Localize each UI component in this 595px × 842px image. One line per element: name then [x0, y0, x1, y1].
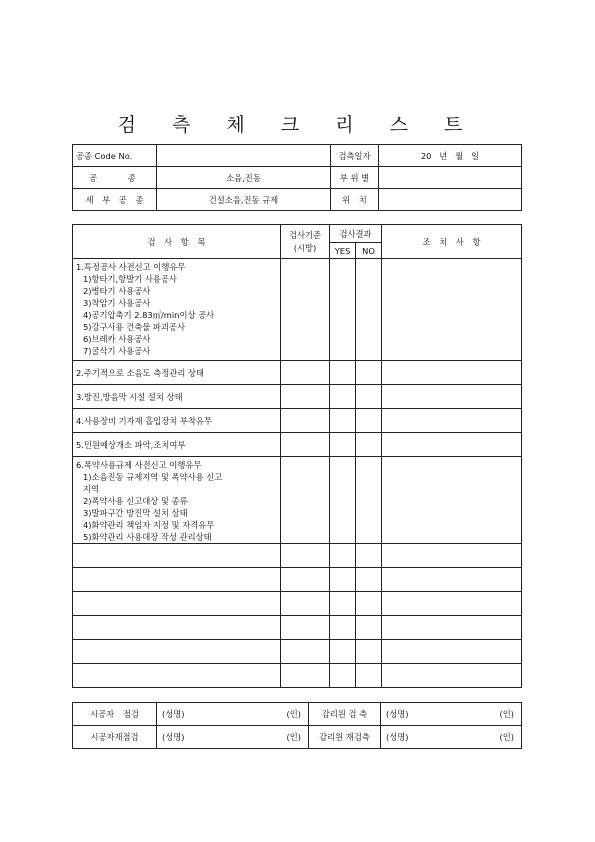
location-field[interactable]: [379, 189, 522, 211]
action-cell[interactable]: [382, 361, 522, 385]
supervisor-reinspection-signature-field[interactable]: [381, 726, 522, 749]
no-cell[interactable]: [356, 664, 382, 688]
header-table: [72, 144, 522, 211]
yes-cell[interactable]: [330, 640, 356, 664]
work-type-field[interactable]: 소음,진동: [157, 167, 331, 189]
table-row: [73, 640, 522, 664]
part-label: 부 위 별: [331, 167, 379, 189]
supervisor-reinspection-label: 감리원 재검측: [309, 726, 381, 749]
no-cell[interactable]: [356, 361, 382, 385]
no-cell[interactable]: [356, 385, 382, 409]
contractor-name-label: (성명): [162, 709, 185, 719]
col-header-items: 검 사 항 목: [73, 225, 281, 259]
col-header-standard-line1: 검사기준: [288, 229, 322, 240]
item-sub: 7)굴삭기 사용공사: [83, 346, 151, 356]
yes-cell[interactable]: [330, 433, 356, 457]
signature-table: [72, 702, 522, 749]
no-cell[interactable]: [356, 457, 382, 544]
item-cell[interactable]: [73, 592, 281, 616]
work-code-field[interactable]: [157, 145, 331, 167]
table-row: [73, 592, 522, 616]
contractor-inspection-label: 시공자 점검: [73, 703, 157, 726]
item-sub: 4)공기압축기 2.83㎥/min이상 공사: [83, 310, 215, 320]
item-sub: 2)병타기 사용공사: [83, 286, 151, 296]
item-sub: 3)착암기 사용공사: [83, 298, 151, 308]
action-cell[interactable]: [382, 616, 522, 640]
inspection-date-field[interactable]: 20 년 월 일: [379, 145, 522, 167]
action-cell[interactable]: [382, 640, 522, 664]
table-row: [73, 385, 522, 409]
standard-cell[interactable]: [281, 640, 330, 664]
standard-cell[interactable]: [281, 259, 330, 361]
standard-cell[interactable]: [281, 457, 330, 544]
action-cell[interactable]: [382, 385, 522, 409]
item-sub: 3)발파구간 방진막 설치 상태: [83, 508, 188, 518]
item-cell: [73, 457, 281, 544]
table-row: [73, 409, 522, 433]
standard-cell[interactable]: [281, 361, 330, 385]
item-sub: 지역: [83, 484, 100, 494]
action-cell[interactable]: [382, 457, 522, 544]
contractor-reinspection-label: 시공자재점검: [73, 726, 157, 749]
table-row: [73, 433, 522, 457]
col-header-standard: [281, 225, 330, 259]
standard-cell[interactable]: [281, 664, 330, 688]
yes-cell[interactable]: [330, 361, 356, 385]
no-cell[interactable]: [356, 259, 382, 361]
standard-cell[interactable]: [281, 616, 330, 640]
inspection-table: [72, 224, 522, 688]
no-cell[interactable]: [356, 640, 382, 664]
item-sub: 5)화약관리 사용대장 작성 관리상태: [83, 532, 212, 542]
action-cell[interactable]: [382, 433, 522, 457]
item-cell[interactable]: [73, 568, 281, 592]
supervisor-seal-label: (인): [499, 709, 514, 719]
action-cell[interactable]: [382, 409, 522, 433]
yes-cell[interactable]: [330, 544, 356, 568]
col-header-result: 검사결과: [330, 225, 382, 243]
contractor-seal-label: (인): [286, 709, 301, 719]
col-header-no: NO: [356, 243, 382, 259]
document-title: 검 측 체 크 리 스 트: [117, 114, 478, 136]
yes-cell[interactable]: [330, 568, 356, 592]
action-cell[interactable]: [382, 259, 522, 361]
standard-cell[interactable]: [281, 592, 330, 616]
yes-cell[interactable]: [330, 616, 356, 640]
location-label: 위 치: [331, 189, 379, 211]
table-row: [73, 259, 522, 361]
supervisor-inspection-label: 감리원 검 측: [309, 703, 381, 726]
action-cell[interactable]: [382, 568, 522, 592]
no-cell[interactable]: [356, 544, 382, 568]
yes-cell[interactable]: [330, 385, 356, 409]
standard-cell[interactable]: [281, 385, 330, 409]
table-row: [73, 544, 522, 568]
contractor-signature-field[interactable]: [157, 703, 309, 726]
standard-cell[interactable]: [281, 433, 330, 457]
col-header-action: 조 치 사 항: [382, 225, 522, 259]
supervisor-re-seal-label: (인): [499, 732, 514, 742]
yes-cell[interactable]: [330, 592, 356, 616]
supervisor-signature-field[interactable]: [381, 703, 522, 726]
yes-cell[interactable]: [330, 457, 356, 544]
contractor-reinspection-signature-field[interactable]: [157, 726, 309, 749]
item-sub: 5)강구사용 건축물 파괴공사: [83, 322, 185, 332]
contractor-re-name-label: (성명): [162, 732, 185, 742]
table-row: [73, 457, 522, 544]
no-cell[interactable]: [356, 592, 382, 616]
action-cell[interactable]: [382, 592, 522, 616]
col-header-standard-line2: (시방): [293, 242, 317, 253]
supervisor-re-name-label: (성명): [386, 732, 409, 742]
no-cell[interactable]: [356, 409, 382, 433]
standard-cell[interactable]: [281, 568, 330, 592]
table-row: [73, 664, 522, 688]
supervisor-name-label: (성명): [386, 709, 409, 719]
col-header-yes: YES: [330, 243, 356, 259]
work-type-label: 공 종: [73, 167, 157, 189]
part-field[interactable]: [379, 167, 522, 189]
item-main: 6.폭약사용규제 사전신고 이행유무: [76, 460, 202, 470]
table-row: [73, 616, 522, 640]
no-cell[interactable]: [356, 568, 382, 592]
item-main: 1.특정공사 사전신고 이행유무: [76, 262, 186, 272]
item-main: 4.사용장비 기자재 흡입장치 부착유무: [73, 409, 281, 433]
work-code-label: 공종 Code No.: [73, 145, 157, 167]
item-main: 5.민원예상개소 파악,조치여부: [73, 433, 281, 457]
table-row: [73, 568, 522, 592]
item-main: 2.주기적으로 소음도 측정관리 상태: [73, 361, 281, 385]
item-sub: 1)소음진동 규제지역 및 폭약사용 신고: [83, 472, 223, 482]
detail-work-field[interactable]: 건설소음,진동 규제: [157, 189, 331, 211]
item-cell[interactable]: [73, 640, 281, 664]
action-cell[interactable]: [382, 664, 522, 688]
yes-cell[interactable]: [330, 409, 356, 433]
item-cell[interactable]: [73, 544, 281, 568]
inspection-date-label: 검측일자: [331, 145, 379, 167]
no-cell[interactable]: [356, 433, 382, 457]
yes-cell[interactable]: [330, 664, 356, 688]
item-main: 3.방진,방음막 시설 설치 상태: [73, 385, 281, 409]
yes-cell[interactable]: [330, 259, 356, 361]
item-cell: [73, 259, 281, 361]
standard-cell[interactable]: [281, 409, 330, 433]
item-sub: 4)화약관리 책임자 지정 및 자격유무: [83, 520, 215, 530]
item-sub: 6)브레카 사용공사: [83, 334, 151, 344]
item-cell[interactable]: [73, 616, 281, 640]
item-sub: 1)항타기,항발기 사용공사: [83, 274, 177, 284]
action-cell[interactable]: [382, 544, 522, 568]
item-sub: 2)폭약사용 신고대상 및 종류: [83, 496, 188, 506]
table-row: [73, 361, 522, 385]
standard-cell[interactable]: [281, 544, 330, 568]
no-cell[interactable]: [356, 616, 382, 640]
item-cell[interactable]: [73, 664, 281, 688]
contractor-re-seal-label: (인): [286, 732, 301, 742]
detail-work-label: 세 부 공 종: [73, 189, 157, 211]
